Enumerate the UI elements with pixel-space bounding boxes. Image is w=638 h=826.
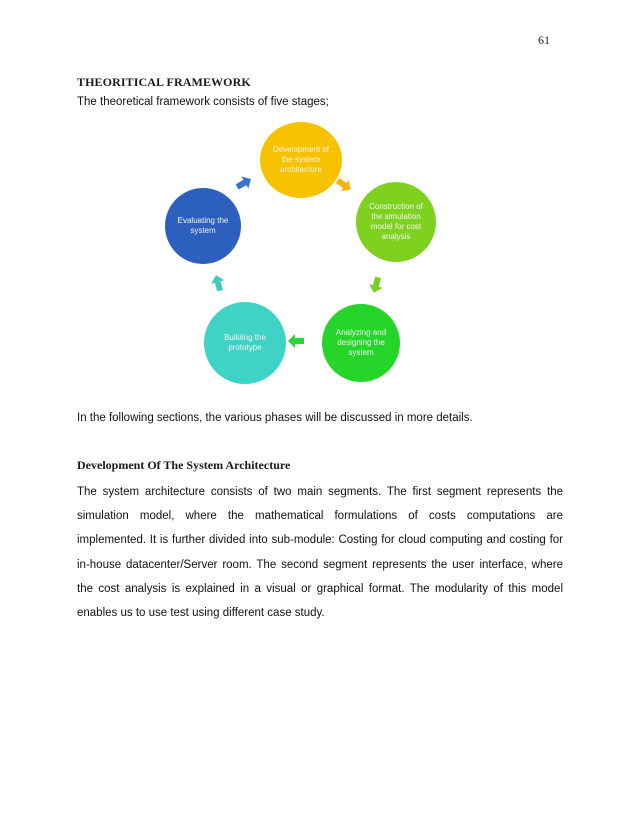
- stage-evaluating-label: Evaluating the system: [177, 216, 229, 235]
- stage-development-label: Development of the system architecture: [272, 145, 330, 174]
- stage-analyzing-label: Analyzing and designing the system: [335, 328, 387, 357]
- arrow-icon: [209, 273, 227, 292]
- stage-evaluating-node: [165, 188, 241, 264]
- stage-development-node: [260, 122, 342, 198]
- framework-heading: THEORITICAL FRAMEWORK: [77, 75, 251, 89]
- page-number: 61: [538, 33, 550, 47]
- five-stage-cycle-diagram: [150, 122, 450, 392]
- arrow-icon: [288, 334, 304, 348]
- stage-building-node: [204, 302, 286, 384]
- stage-construction-label: Construction of the simulation model for cost analysis: [369, 202, 423, 241]
- architecture-heading: Development Of The System Architecture: [77, 458, 291, 472]
- stage-analyzing-node: [322, 304, 400, 382]
- stage-building-label: Building the prototype: [224, 333, 266, 352]
- arrow-icon: [234, 173, 255, 193]
- sections-intro-text: In the following sections, the various phases will be discussed in more details.: [77, 412, 473, 424]
- framework-intro: The theoretical framework consists of five stages;: [77, 96, 329, 108]
- architecture-paragraph: The system architecture consists of two main segments. The first segment represents the simulation model, where the mathematical formulations of costs computations are implemented. It is further divided into sub-module: Costing for cloud computing and costing for in-house datacenter/Server room. The second segment represents the user interface, where the cost analysis is explained in a visual or graphical format. The modularity of this model enables us to use test using different case study.: [77, 486, 563, 620]
- arrow-icon: [367, 275, 385, 294]
- stage-construction-node: [356, 182, 436, 262]
